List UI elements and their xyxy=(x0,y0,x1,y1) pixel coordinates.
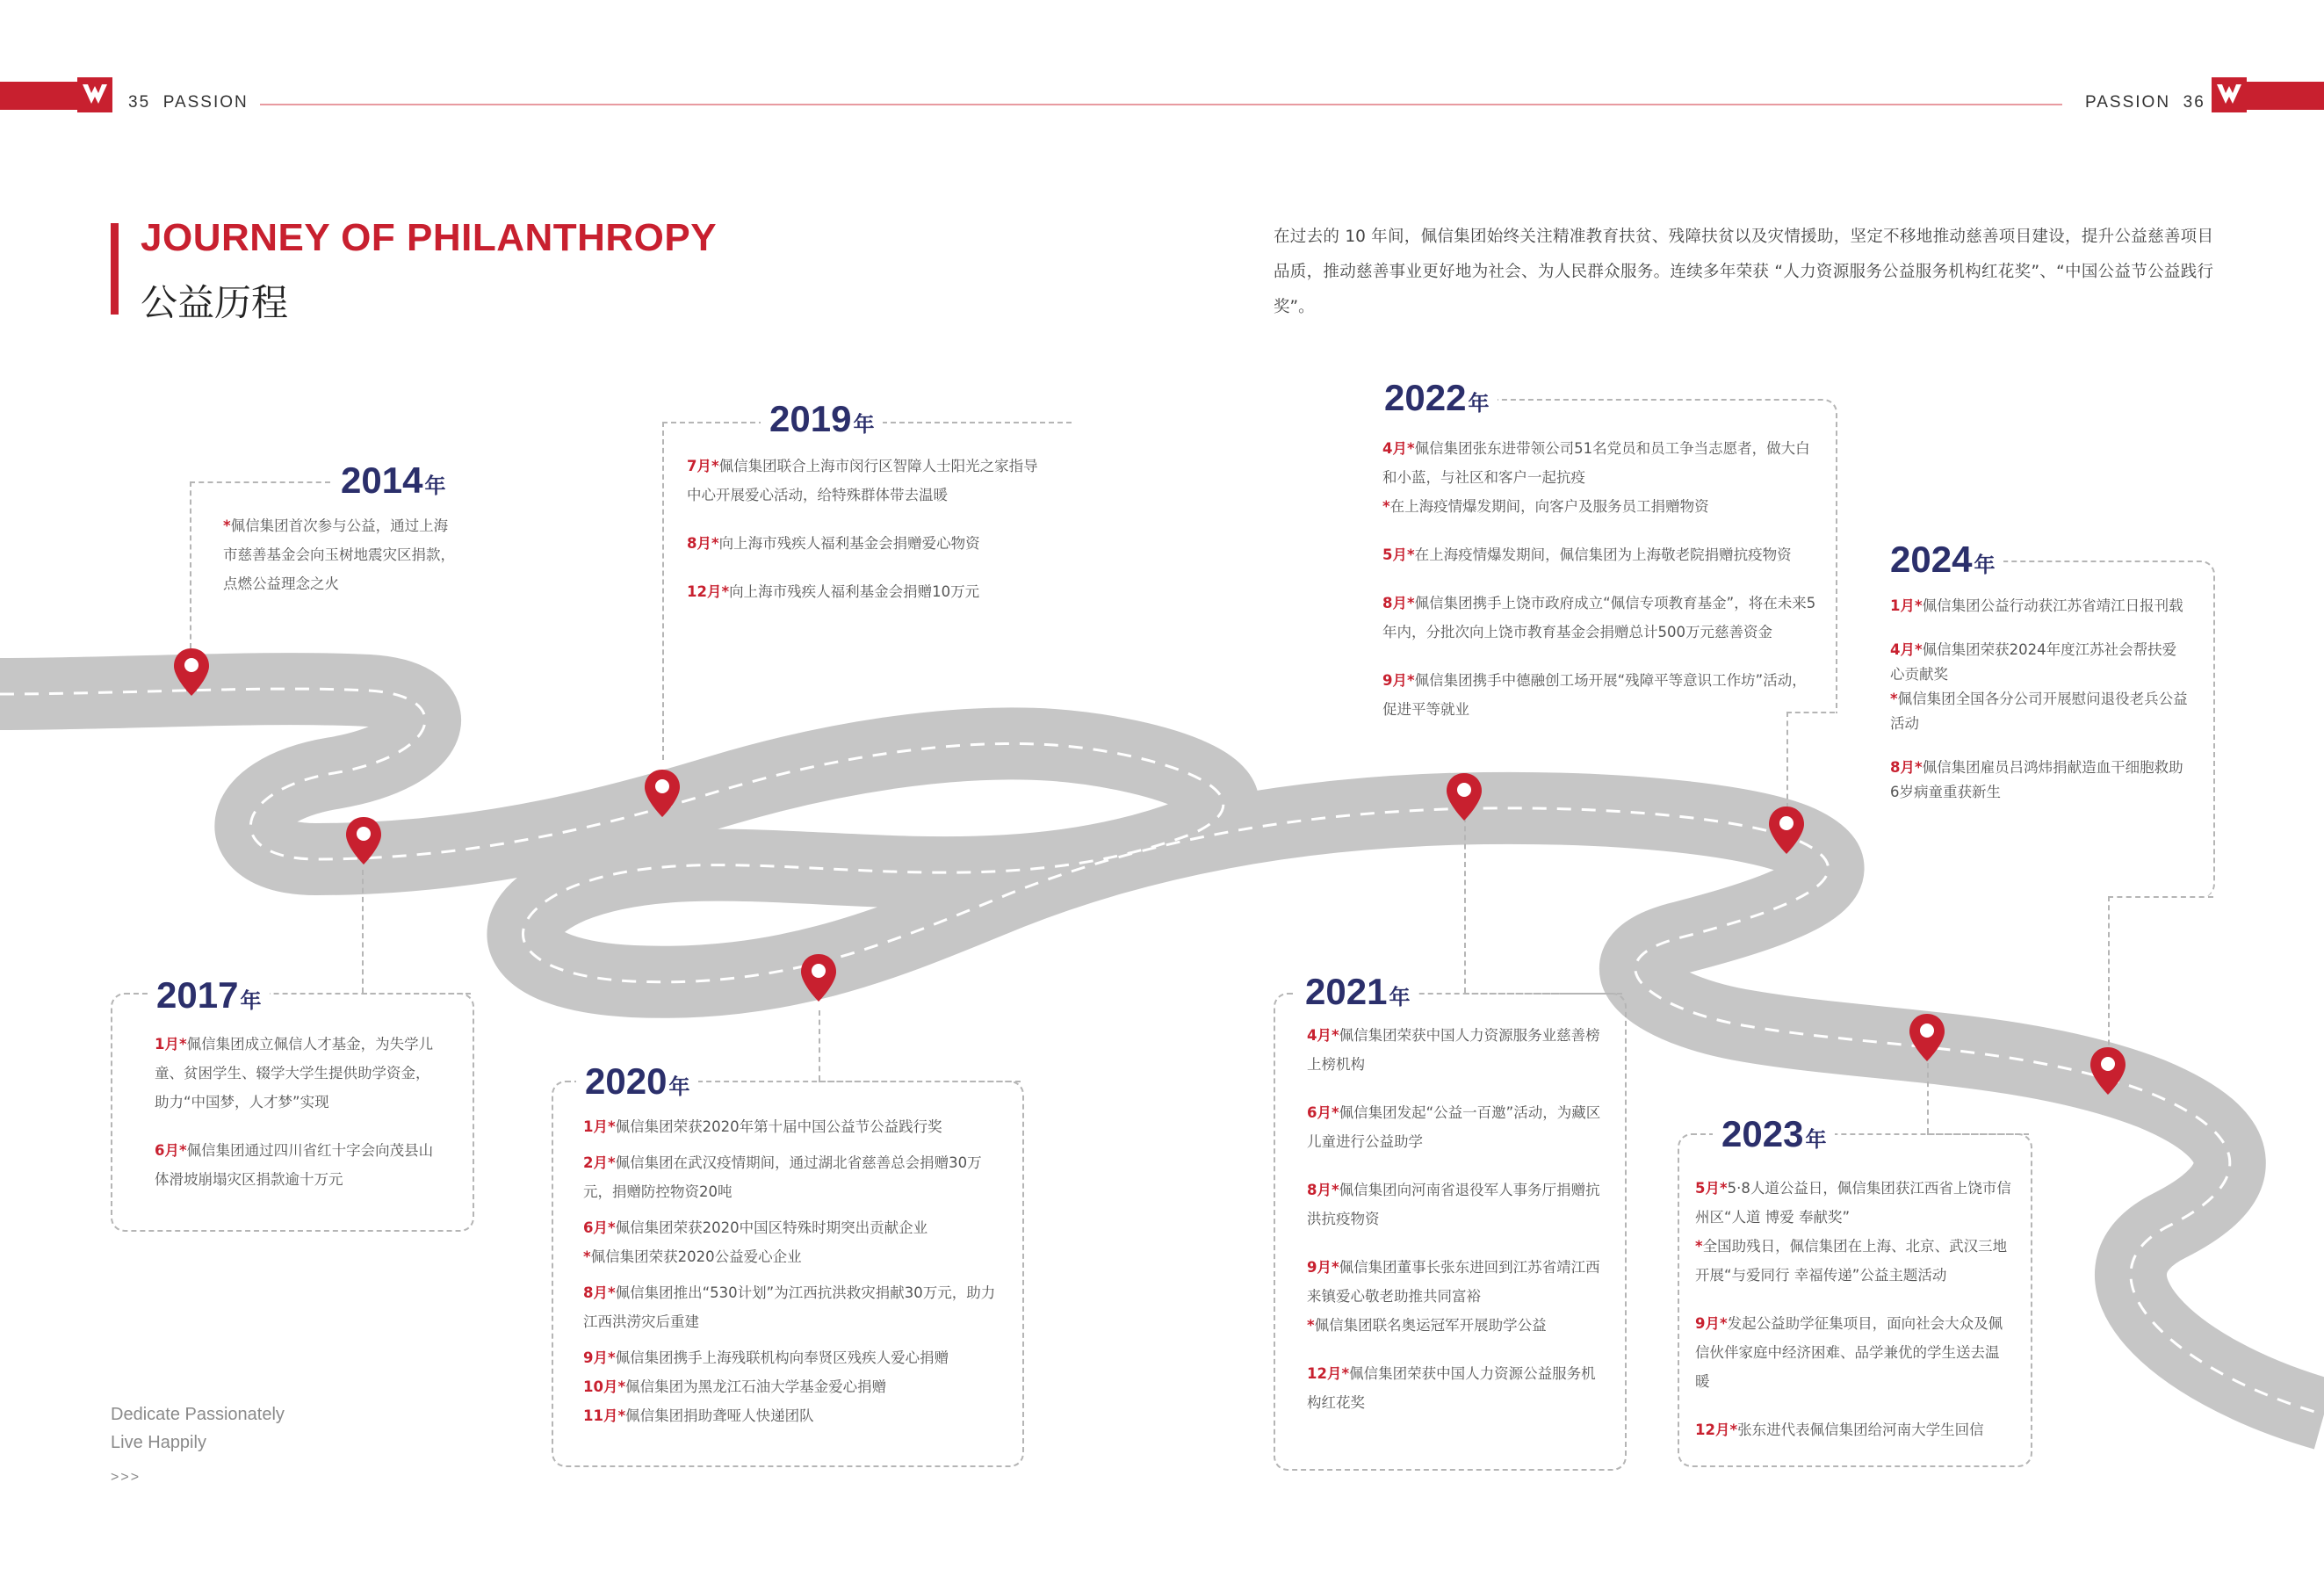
entries-2023 xyxy=(1695,1174,2013,1444)
slogan xyxy=(111,1400,285,1492)
entry: 4月*佩信集团荣获中国人力资源服务业慈善榜上榜机构 xyxy=(1307,1027,1600,1073)
connector-2021 xyxy=(1464,817,1466,993)
map-pin-icon xyxy=(2089,1045,2127,1096)
entry: *佩信集团联名奥运冠军开展助学公益 xyxy=(1307,1317,1547,1334)
connector-2022 xyxy=(1786,712,1788,808)
entry: 4月*佩信集团张东进带领公司51名党员和员工争当志愿者，做大白和小蓝，与社区和客户一起抗疫 xyxy=(1382,440,1810,486)
map-pin-icon xyxy=(344,815,383,866)
connector-2023 xyxy=(1927,1063,1929,1133)
entries-2021 xyxy=(1307,1021,1604,1417)
page-title-cn: 公益历程 xyxy=(141,281,289,324)
year-2019: 2019年 xyxy=(761,397,883,447)
entry: 8月*佩信集团推出“530计划”为江西抗洪救灾捐献30万元，助力江西洪涝灾后重建 xyxy=(583,1284,996,1330)
entry: 8月*佩信集团向河南省退役军人事务厅捐赠抗洪抗疫物资 xyxy=(1307,1182,1600,1227)
map-pin-icon xyxy=(1445,771,1483,822)
entry: 11月*佩信集团捐助聋哑人快递团队 xyxy=(583,1407,814,1424)
intro-paragraph: 在过去的 10 年间，佩信集团始终关注精准教育扶贫、残障扶贫以及灾情援助，坚定不移地推动慈善项目建设，提升公益慈善项目品质，推动慈善事业更好地为社会、为人民群众服务。连续多年荣获 “人力资源服务公益服务机构红花奖”、“中国公益节公益践行奖”。 xyxy=(1274,228,2213,316)
entry: 8月*佩信集团雇员吕鸿炜捐献造血干细胞救助6岁病童重获新生 xyxy=(1890,759,2183,800)
entry: *全国助残日，佩信集团在上海、北京、武汉三地开展“与爱同行 幸福传递”公益主题活动 xyxy=(1695,1238,2008,1284)
entries-2014 xyxy=(223,511,460,598)
entry: *在上海疫情爆发期间，向客户及服务员工捐赠物资 xyxy=(1382,498,1709,515)
year-2021: 2021年 xyxy=(1296,970,1418,1020)
entries-2024 xyxy=(1890,594,2189,805)
section-label-right: PASSION xyxy=(2085,93,2171,112)
entry: 6月*佩信集团荣获2020中国区特殊时期突出贡献企业 xyxy=(583,1219,928,1236)
entries-2017 xyxy=(155,1030,441,1194)
entry: 12月*佩信集团荣获中国人力资源公益服务机构红花奖 xyxy=(1307,1365,1596,1411)
entry: 6月*佩信集团通过四川省红十字会向茂县山体滑坡崩塌灾区捐款逾十万元 xyxy=(155,1142,434,1188)
entry: 1月*佩信集团荣获2020年第十届中国公益节公益践行奖 xyxy=(583,1118,942,1135)
entry: 6月*佩信集团发起“公益一百邀”活动，为藏区儿童进行公益助学 xyxy=(1307,1104,1601,1150)
entry: 12月*向上海市残疾人福利基金会捐赠10万元 xyxy=(687,583,980,600)
page-number-left: 35 xyxy=(128,93,151,112)
section-label-left: PASSION xyxy=(162,93,249,112)
entry: *佩信集团荣获2020公益爱心企业 xyxy=(583,1248,802,1265)
year-2014: 2014年 xyxy=(332,459,454,509)
map-pin-icon xyxy=(1767,805,1806,856)
map-pin-icon xyxy=(1908,1012,1946,1063)
entry: 12月*张东进代表佩信集团给河南大学生回信 xyxy=(1695,1421,1984,1438)
page-number-right: 36 xyxy=(2183,93,2205,112)
entry: 9月*佩信集团携手上海残联机构向奉贤区残疾人爱心捐赠 xyxy=(583,1349,949,1366)
slogan-arrows: >>> xyxy=(111,1470,141,1485)
page-title-en: JOURNEY OF PHILANTHROPY xyxy=(141,216,718,259)
map-pin-icon xyxy=(643,768,682,819)
year-2022: 2022年 xyxy=(1375,376,1498,426)
entry: 8月*佩信集团携手上饶市政府成立“佩信专项教育基金”，将在未来5年内，分批次向上饶市教育基金会捐赠总计500万元慈善资金 xyxy=(1382,595,1816,640)
entry: *佩信集团首次参与公益，通过上海市慈善基金会向玉树地震灾区捐款，点燃公益理念之火 xyxy=(223,517,455,592)
entries-2020 xyxy=(583,1112,996,1430)
entry: 5月*5·8人道公益日，佩信集团获江西省上饶市信州区“人道 博爱 奉献奖” xyxy=(1695,1180,2011,1226)
entry: 9月*佩信集团携手中德融创工场开展“残障平等意识工作坊”活动，促进平等就业 xyxy=(1382,672,1807,718)
entry: 1月*佩信集团公益行动获江苏省靖江日报刊载 xyxy=(1890,597,2183,614)
connector-2017 xyxy=(362,870,364,993)
slogan-line-2: Live Happily xyxy=(111,1433,206,1452)
year-2020: 2020年 xyxy=(576,1060,698,1110)
connector-2020 xyxy=(819,1010,820,1081)
entry: 2月*佩信集团在武汉疫情期间，通过湖北省慈善总会捐赠30万元，捐赠防控物资20吨 xyxy=(583,1154,982,1200)
map-pin-icon xyxy=(172,647,211,698)
entry: 9月*发起公益助学征集项目，面向社会大众及佩信伙伴家庭中经济困难、品学兼优的学生送去温暖 xyxy=(1695,1315,2003,1390)
connector-2024 xyxy=(2108,896,2110,1063)
slogan-line-1: Dedicate Passionately xyxy=(111,1405,285,1424)
entry: 1月*佩信集团成立佩信人才基金，为失学儿童、贫困学生、辍学大学生提供助学资金，助力“中国梦，人才梦”实现 xyxy=(155,1036,434,1110)
entry: 7月*佩信集团联合上海市闵行区智障人士阳光之家指导中心开展爱心活动，给特殊群体带去温暖 xyxy=(687,458,1038,503)
year-2017: 2017年 xyxy=(148,973,270,1024)
entry: 10月*佩信集团为黑龙江石油大学基金爱心捐赠 xyxy=(583,1378,887,1395)
map-pin-icon xyxy=(799,952,838,1003)
entry: 4月*佩信集团荣获2024年度江苏社会帮扶爱心贡献奖 xyxy=(1890,641,2177,683)
entry: 5月*在上海疫情爆发期间，佩信集团为上海敬老院捐赠抗疫物资 xyxy=(1382,546,1792,563)
entry: 9月*佩信集团董事长张东进回到江苏省靖江西来镇爱心敬老助推共同富裕 xyxy=(1307,1259,1600,1305)
entry: *佩信集团全国各分公司开展慰问退役老兵公益活动 xyxy=(1890,691,2188,732)
year-2024: 2024年 xyxy=(1881,538,2003,588)
entries-2019 xyxy=(687,452,1038,606)
entries-2022 xyxy=(1382,434,1818,724)
entry: 8月*向上海市残疾人福利基金会捐赠爱心物资 xyxy=(687,535,980,552)
year-2023: 2023年 xyxy=(1713,1112,1835,1162)
